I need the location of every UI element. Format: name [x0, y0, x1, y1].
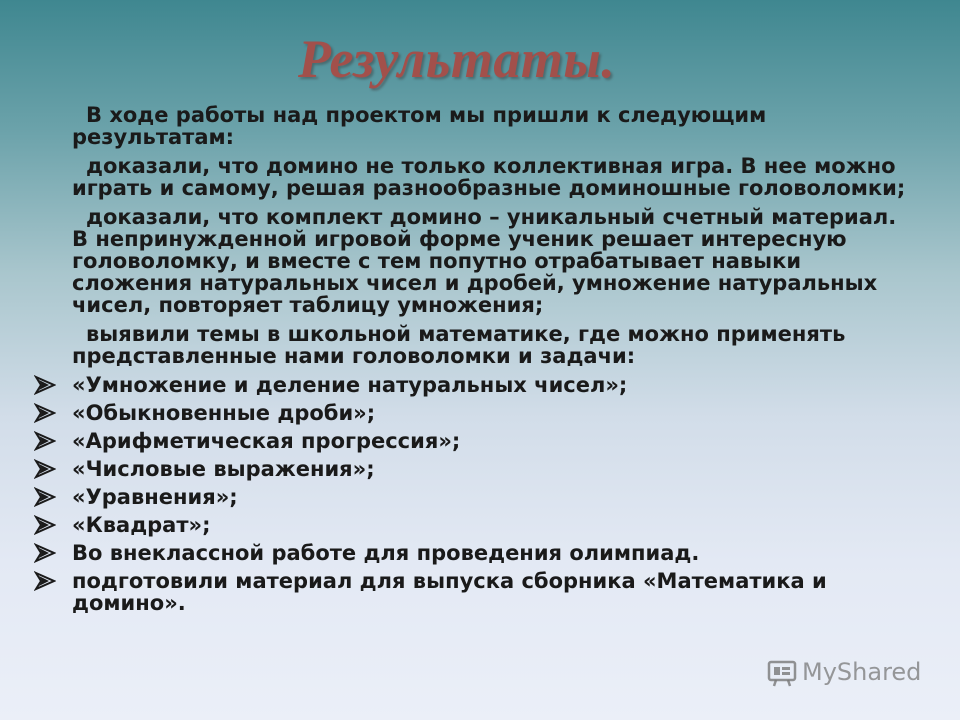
arrow-bullet-icon	[34, 514, 56, 536]
list-item-text: «Числовые выражения»;	[72, 457, 375, 481]
list-item-text: подготовили материал для выпуска сборника «Математика и домино».	[72, 569, 827, 615]
list-item-text: «Умножение и деление натуральных чисел»;	[72, 373, 628, 397]
list-item-text: «Уравнения»;	[72, 485, 238, 509]
slide-content	[72, 104, 912, 620]
paragraph-result-2: доказали, что комплект домино – уникальный счетный материал. В непринужденной игровой форме ученик решает интересную головоломку, и вместе с тем попутно отрабатывает навыки сложения натуральных чисел и дробей, умножение натуральных чисел, повторяет таблицу умножения;	[72, 205, 897, 317]
paragraph-intro: В ходе работы над проектом мы пришли к следующим результатам:	[72, 103, 767, 149]
list-item	[72, 542, 912, 564]
list-item	[72, 430, 912, 452]
list-item	[72, 486, 912, 508]
list-item	[72, 458, 912, 480]
list-item-text: «Квадрат»;	[72, 513, 211, 537]
arrow-bullet-icon	[34, 486, 56, 508]
list-item	[72, 570, 912, 614]
list-item	[72, 374, 912, 396]
arrow-bullet-icon	[34, 430, 56, 452]
arrow-bullet-icon	[34, 402, 56, 424]
arrow-bullet-icon	[34, 374, 56, 396]
list-item	[72, 514, 912, 536]
arrow-bullet-icon	[34, 570, 56, 592]
slide-title: Результаты.	[298, 29, 616, 89]
paragraph-result-1: доказали, что домино не только коллективная игра. В нее можно играть и самому, решая разнообразные доминошные головоломки;	[72, 154, 906, 200]
paragraph-result-3: выявили темы в школьной математике, где можно применять представленные нами головоломки и задачи:	[72, 322, 846, 368]
arrow-bullet-icon	[34, 542, 56, 564]
list-item-text: «Арифметическая прогрессия»;	[72, 429, 461, 453]
watermark-text: MyShared	[802, 658, 922, 686]
list-item-text: «Обыкновенные дроби»;	[72, 401, 376, 425]
myshared-logo-icon	[766, 656, 798, 688]
list-item-text: Во внеклассной работе для проведения олимпиад.	[72, 541, 700, 565]
watermark[interactable]	[766, 656, 921, 688]
list-item	[72, 402, 912, 424]
arrow-bullet-icon	[34, 458, 56, 480]
